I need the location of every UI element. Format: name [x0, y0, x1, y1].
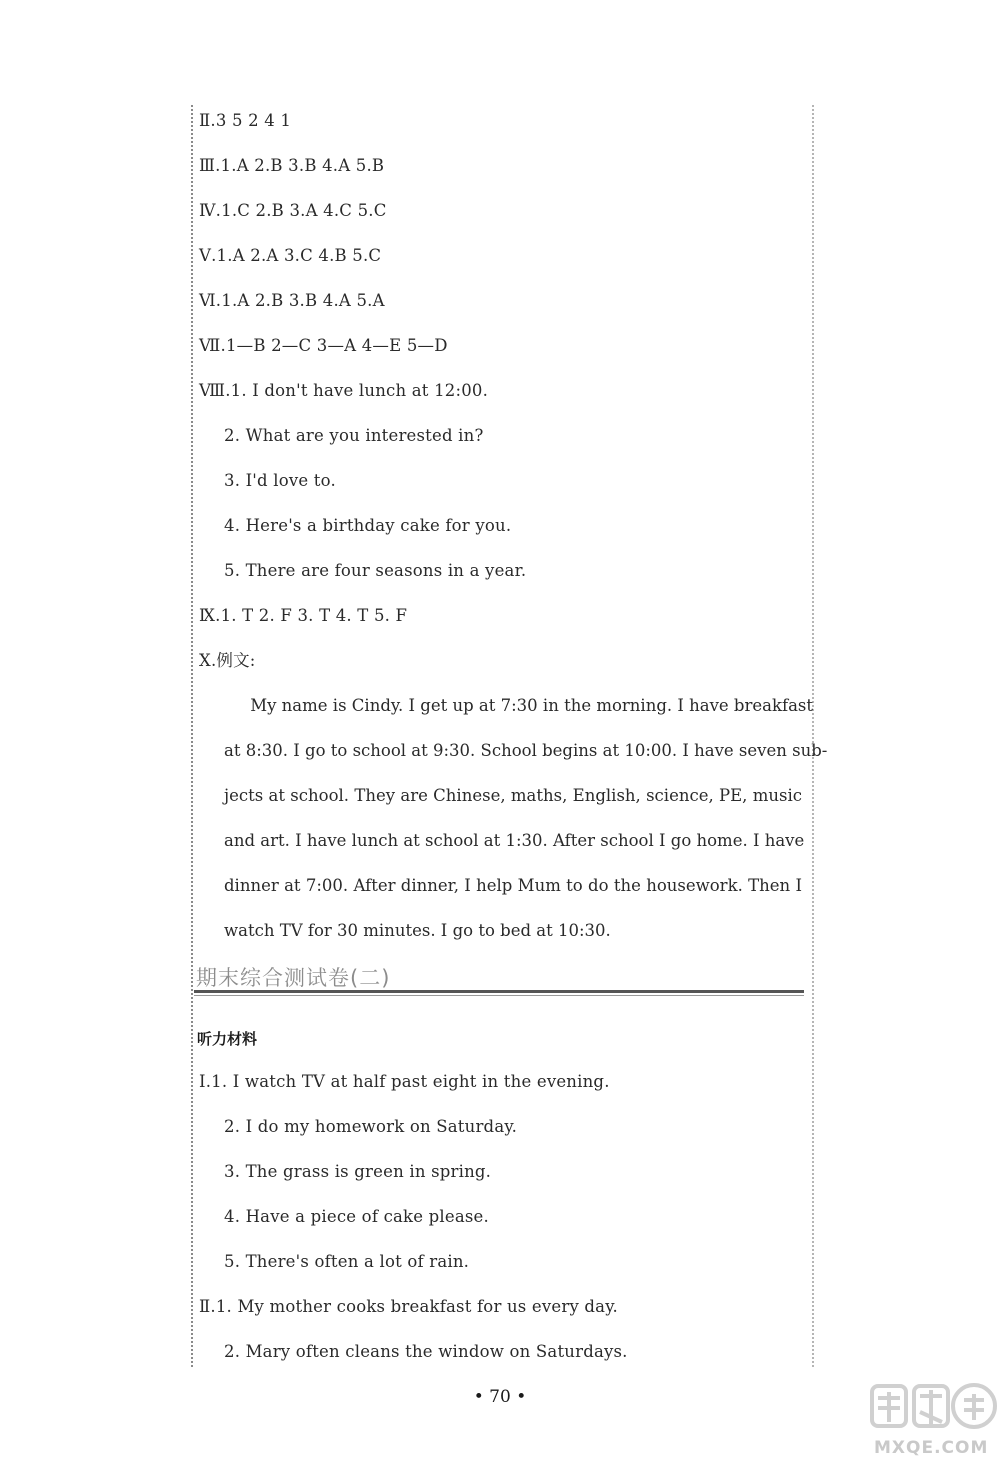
answer-line-section-2: Ⅱ.3 5 2 4 1 — [199, 111, 292, 130]
answer-line-section-7: Ⅶ.1—B 2—C 3—A 4—E 5—D — [199, 336, 448, 355]
answer-line-section-8-item-4: 4. Here's a birthday cake for you. — [224, 516, 512, 535]
answer-line-section-3: Ⅲ.1.A 2.B 3.B 4.A 5.B — [199, 156, 385, 175]
section-title-rule-thin — [194, 995, 804, 996]
answer-line-section-8-item-5: 5. There are four seasons in a year. — [224, 561, 527, 580]
right-margin-rule — [812, 105, 814, 1367]
listening-line-1-5: 5. There's often a lot of rain. — [224, 1252, 470, 1271]
answer-line-section-8: Ⅷ.1. I don't have lunch at 12:00. — [199, 381, 489, 400]
watermark-site-text: MXQE.COM — [874, 1438, 989, 1458]
section-title-rule — [194, 990, 804, 993]
listening-line-1-2: 2. I do my homework on Saturday. — [224, 1117, 518, 1136]
listening-line-2-2: 2. Mary often cleans the window on Saturdays. — [224, 1342, 628, 1361]
answer-line-section-6: Ⅵ.1.A 2.B 3.B 4.A 5.A — [199, 291, 385, 310]
essay-line-1: My name is Cindy. I get up at 7:30 in the morning. I have breakfast — [224, 696, 814, 715]
answer-line-section-8-item-2: 2. What are you interested in? — [224, 426, 484, 445]
watermark — [868, 1378, 998, 1468]
answer-line-section-10: Ⅹ.例文: — [199, 651, 256, 670]
essay-line-6: watch TV for 30 minutes. I go to bed at 10:30. — [224, 921, 611, 940]
section-title: 期末综合测试卷(二) — [196, 966, 391, 990]
listening-line-1-3: 3. The grass is green in spring. — [224, 1162, 492, 1181]
essay-line-5: dinner at 7:00. After dinner, I help Mum to do the housework. Then I — [224, 876, 802, 895]
essay-line-4: and art. I have lunch at school at 1:30. After school I go home. I have — [224, 831, 805, 850]
watermark-logo-icon — [868, 1378, 998, 1436]
essay-line-2: at 8:30. I go to school at 9:30. School begins at 10:00. I have seven sub- — [224, 741, 828, 760]
answer-line-section-5: Ⅴ.1.A 2.A 3.C 4.B 5.C — [199, 246, 382, 265]
left-margin-rule — [191, 105, 193, 1367]
answer-line-section-4: Ⅳ.1.C 2.B 3.A 4.C 5.C — [199, 201, 387, 220]
listening-line-1-1: Ⅰ.1. I watch TV at half past eight in the evening. — [199, 1072, 610, 1091]
answer-line-section-9: Ⅸ.1. T 2. F 3. T 4. T 5. F — [199, 606, 408, 625]
listening-line-1-4: 4. Have a piece of cake please. — [224, 1207, 489, 1226]
listening-heading: 听力材料 — [197, 1030, 258, 1048]
listening-line-2-1: Ⅱ.1. My mother cooks breakfast for us every day. — [199, 1297, 618, 1316]
page-number: • 70 • — [473, 1387, 527, 1407]
answer-line-section-8-item-3: 3. I'd love to. — [224, 471, 336, 490]
essay-line-3: jects at school. They are Chinese, maths, English, science, PE, music — [224, 786, 802, 805]
